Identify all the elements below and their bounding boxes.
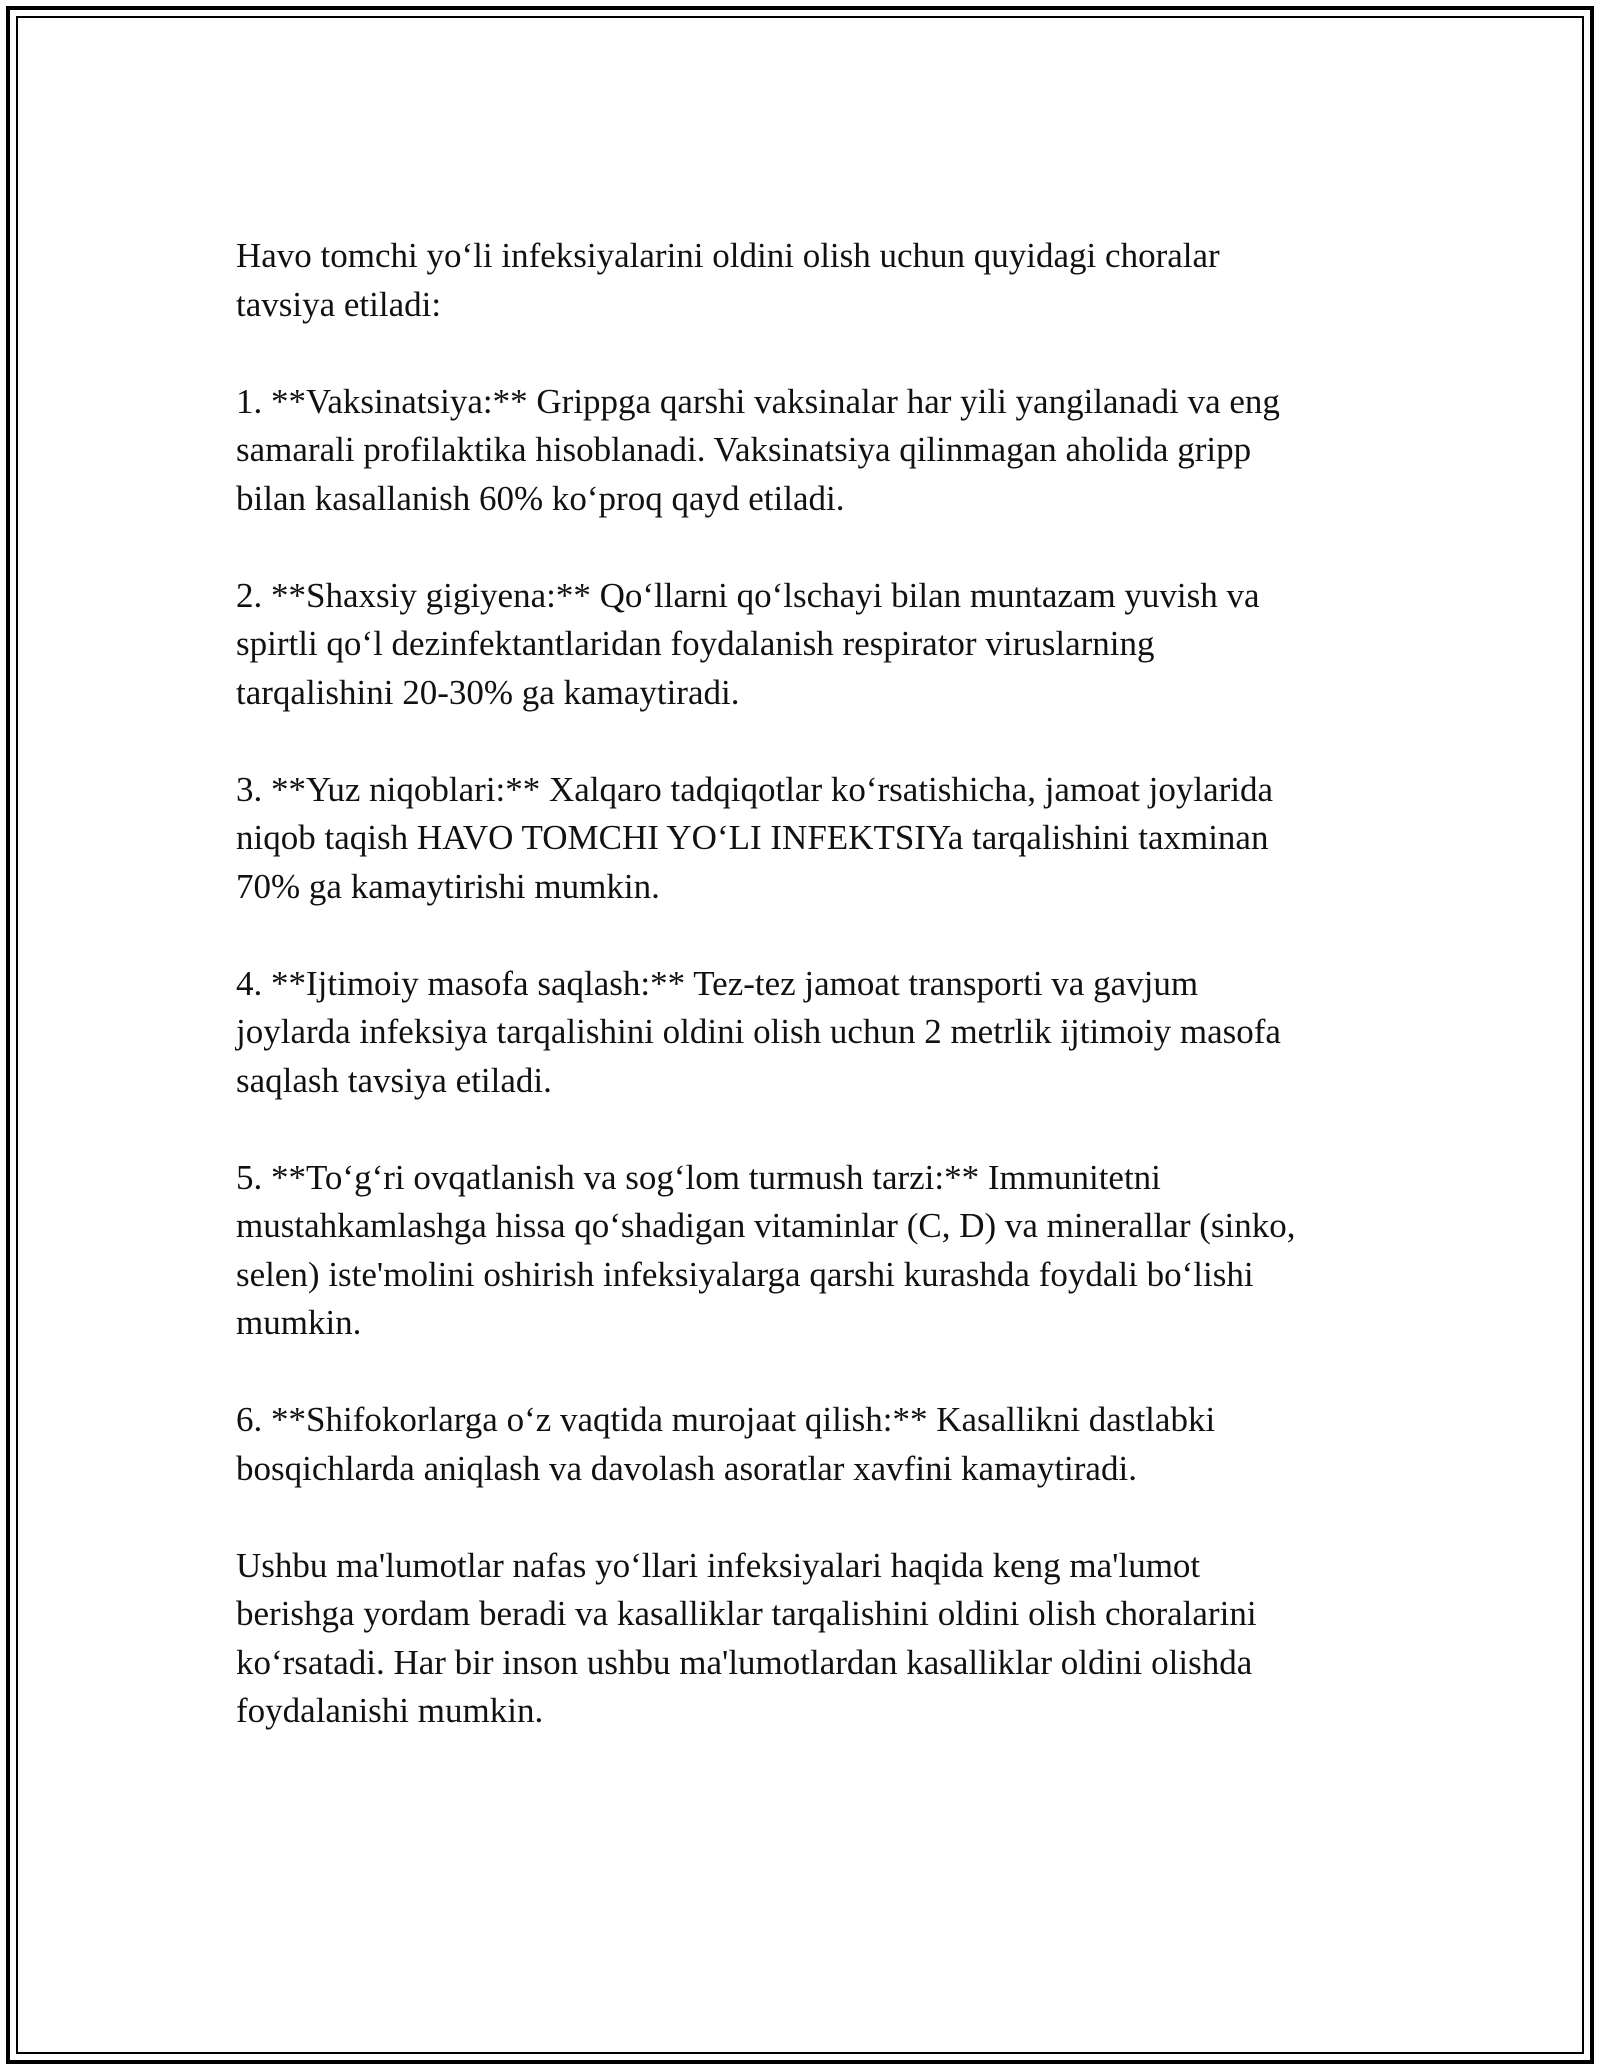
conclusion-paragraph: Ushbu ma'lumotlar nafas yoʻllari infeksiyalari haqida keng ma'lumot berishga yordam beradi va kasalliklar tarqalishini oldini olish choralarini koʻrsatadi. Har bir inson ushbu ma'lumotlardan kasalliklar oldini olishda foydalanishi mumkin. [236, 1545, 1257, 1730]
list-item-face-masks: 3. **Yuz niqoblari:** Xalqaro tadqiqotlar koʻrsatishicha, jamoat joylarida niqob taqish HAVO TOMCHI YOʻLI INFEKTSIYa tarqalishini taxminan 70% ga kamaytirishi mumkin. [236, 769, 1274, 906]
list-item-nutrition-lifestyle: 5. **Toʻgʻri ovqatlanish va sogʻlom turmush tarzi:** Immunitetni mustahkamlashga hissa qoʻshadigan vitaminlar (C, D) va minerallar (sinko, selen) iste'molini oshirish infeksiyalarga qarshi kurashda foydali boʻlishi mumkin. [236, 1157, 1296, 1342]
intro-paragraph: Havo tomchi yoʻli infeksiyalarini oldini olish uchun quyidagi choralar tavsiya etiladi: [236, 236, 1220, 324]
document-body [236, 232, 1376, 1784]
list-item-personal-hygiene: 2. **Shaxsiy gigiyena:** Qoʻllarni qoʻlschayi bilan muntazam yuvish va spirtli qoʻl dezinfektantlaridan foydalanish respirator viruslarning tarqalishini 20-30% ga kamaytiradi. [236, 575, 1260, 712]
list-item-social-distancing: 4. **Ijtimoiy masofa saqlash:** Tez-tez jamoat transporti va gavjum joylarda infeksiya tarqalishini oldini olish uchun 2 metrlik ijtimoiy masofa saqlash tavsiya etiladi. [236, 963, 1281, 1100]
list-item-doctor-visit: 6. **Shifokorlarga oʻz vaqtida murojaat qilish:** Kasallikni dastlabki bosqichlarda aniqlash va davolash asoratlar xavfini kamaytiradi. [236, 1400, 1216, 1488]
list-item-vaccination: 1. **Vaksinatsiya:** Grippga qarshi vaksinalar har yili yangilanadi va eng samarali profilaktika hisoblanadi. Vaksinatsiya qilinmagan aholida gripp bilan kasallanish 60% koʻproq qayd etiladi. [236, 381, 1280, 518]
